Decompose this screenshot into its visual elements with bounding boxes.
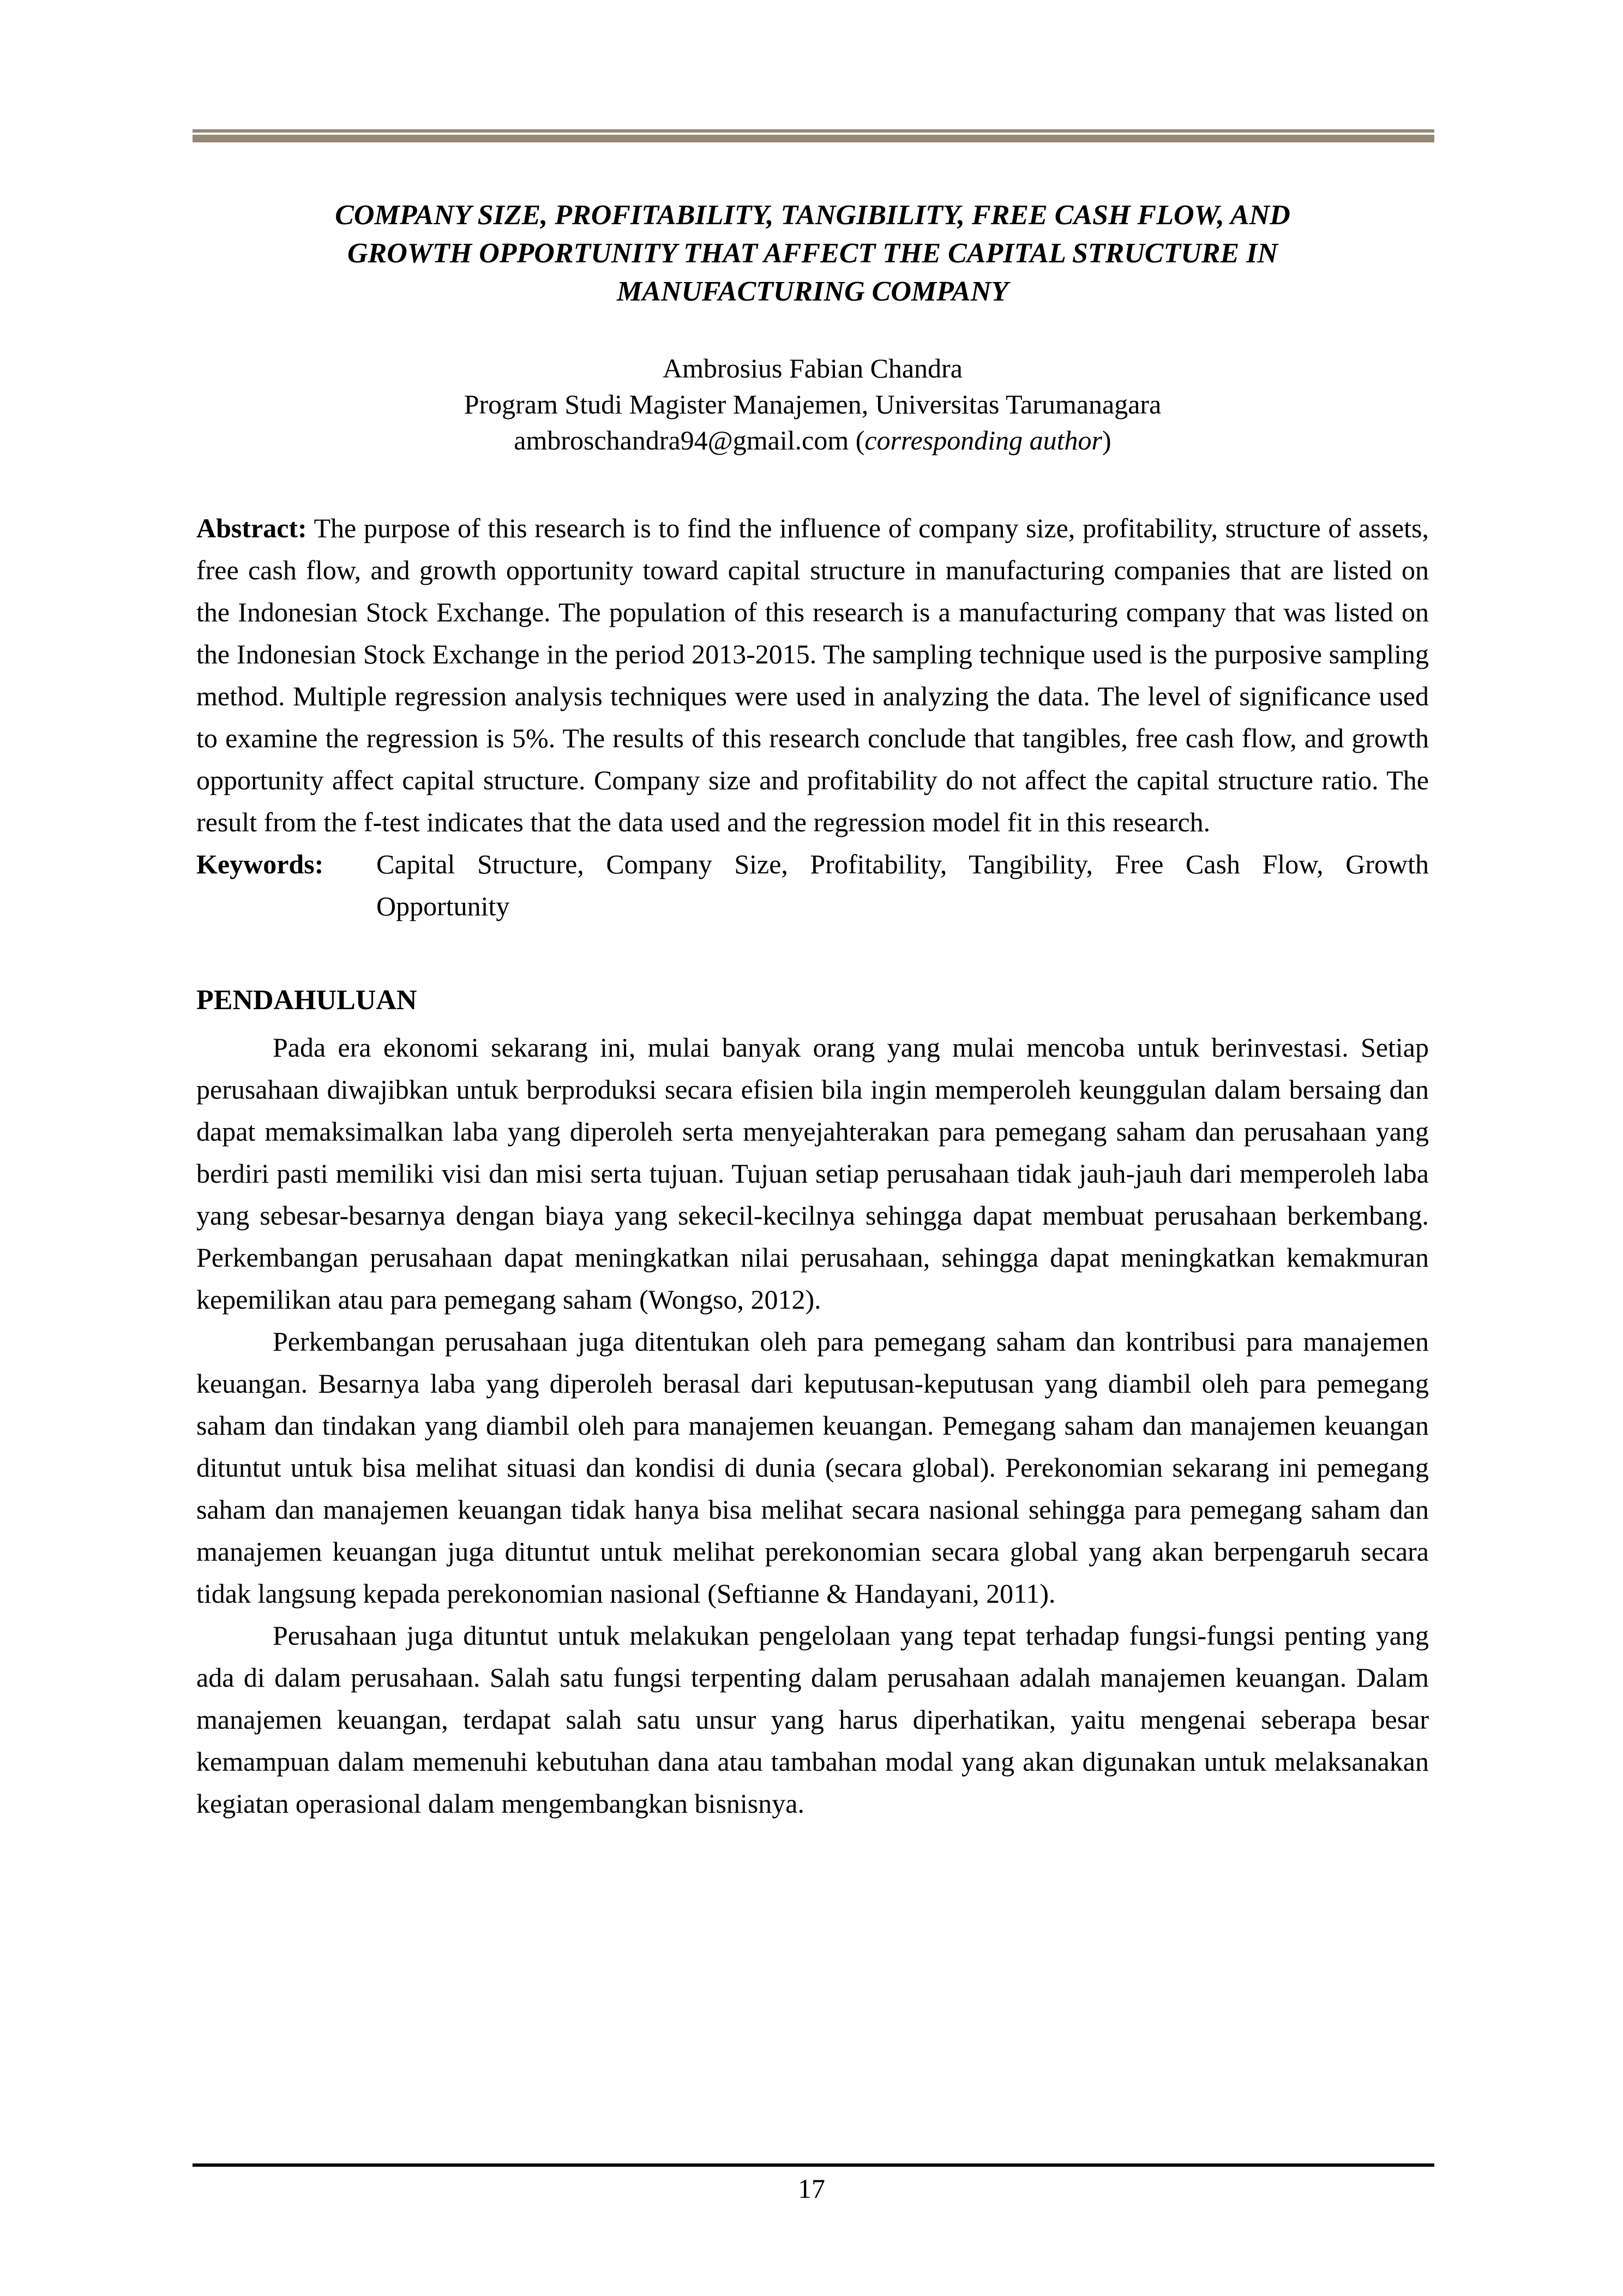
paren-open: ( [855,425,865,455]
keywords-text: Capital Structure, Company Size, Profitability, Tangibility, Free Cash Flow, Growth Opportunity [376,849,1429,921]
body-paragraph: Pada era ekonomi sekarang ini, mulai banyak orang yang mulai mencoba untuk berinvestasi. Setiap perusahaan diwajibkan untuk berproduksi secara efisien bila ingin memperoleh keunggulan dalam bersaing dan dapat memaksimalkan laba yang diperoleh serta menyejahterakan para pemegang saham dan perusahaan yang berdiri pasti memiliki visi dan misi serta tujuan. Tujuan setiap perusahaan tidak jauh-jauh dari memperoleh laba yang sebesar-besarnya dengan biaya yang sekecil-kecilnya sehingga dapat membuat perusahaan berkembang. Perkembangan perusahaan dapat meningkatkan nilai perusahaan, sehingga dapat meningkatkan kemakmuran kepemilikan atau para pemegang saham (Wongso, 2012). [196,1032,1429,1315]
author-block [196,350,1429,458]
abstract-paragraph [196,507,1429,843]
abstract-text: The purpose of this research is to find the influence of company size, profitability, structure of assets, free cash flow, and growth opportunity toward capital structure in manufacturing companies that are listed on the Indonesian Stock Exchange. The population of this research is a manufacturing company that was listed on the Indonesian Stock Exchange in the period 2013-2015. The sampling technique used is the purposive sampling method. Multiple regression analysis techniques were used in analyzing the data. The level of significance used to examine the regression is 5%. The results of this research conclude that tangibles, free cash flow, and growth opportunity affect capital structure. Company size and profitability do not affect the capital structure ratio. The result from the f-test indicates that the data used and the regression model fit in this research. [196,513,1429,837]
footer-rule [193,2163,1434,2167]
corresponding-author-text: corresponding author [864,425,1103,455]
paper-title-line: COMPANY SIZE, PROFITABILITY, TANGIBILITY, FREE CASH FLOW, AND [335,200,1290,231]
section-heading-pendahuluan: PENDAHULUAN [196,985,417,1016]
author-email-line [196,422,1429,458]
author-affiliation: Program Studi Magister Manajemen, Universitas Tarumanagara [464,389,1162,419]
author-email: ambroschandra94@gmail.com [514,425,849,455]
corresponding-author-note [856,425,1111,455]
keywords-paragraph [196,843,1429,927]
paren-close: ) [1102,425,1111,455]
author-name: Ambrosius Fabian Chandra [663,353,963,383]
paper-title-line: GROWTH OPPORTUNITY THAT AFFECT THE CAPITAL STRUCTURE IN [347,238,1278,269]
page-number: 17 [798,2173,825,2204]
body-paragraph: Perkembangan perusahaan juga ditentukan oleh para pemegang saham dan kontribusi para manajemen keuangan. Besarnya laba yang diperoleh berasal dari keputusan-keputusan yang diambil oleh para pemegang saham dan tindakan yang diambil oleh para manajemen keuangan. Pemegang saham dan manajemen keuangan dituntut untuk bisa melihat situasi dan kondisi di dunia (secara global). Perekonomian sekarang ini pemegang saham dan manajemen keuangan tidak hanya bisa melihat secara nasional sehingga para pemegang saham dan manajemen keuangan juga dituntut untuk melihat perekonomian secara global yang akan berpengaruh secara tidak langsung kepada perekonomian nasional (Seftianne & Handayani, 2011). [196,1326,1429,1609]
abstract-label: Abstract: [196,513,307,543]
keywords-label: Keywords: [196,849,324,879]
body-paragraph: Perusahaan juga dituntut untuk melakukan pengelolaan yang tepat terhadap fungsi-fungsi penting yang ada di dalam perusahaan. Salah satu fungsi terpenting dalam perusahaan adalah manajemen keuangan. Dalam manajemen keuangan, terdapat salah satu unsur yang harus diperhatikan, yaitu mengenai seberapa besar kemampuan dalam memenuhi kebutuhan dana atau tambahan modal yang akan digunakan untuk melaksanakan kegiatan operasional dalam mengembangkan bisnisnya. [196,1620,1429,1819]
paper-title-line: MANUFACTURING COMPANY [616,276,1009,307]
text-column [196,0,1429,1825]
paper-title [196,196,1429,311]
